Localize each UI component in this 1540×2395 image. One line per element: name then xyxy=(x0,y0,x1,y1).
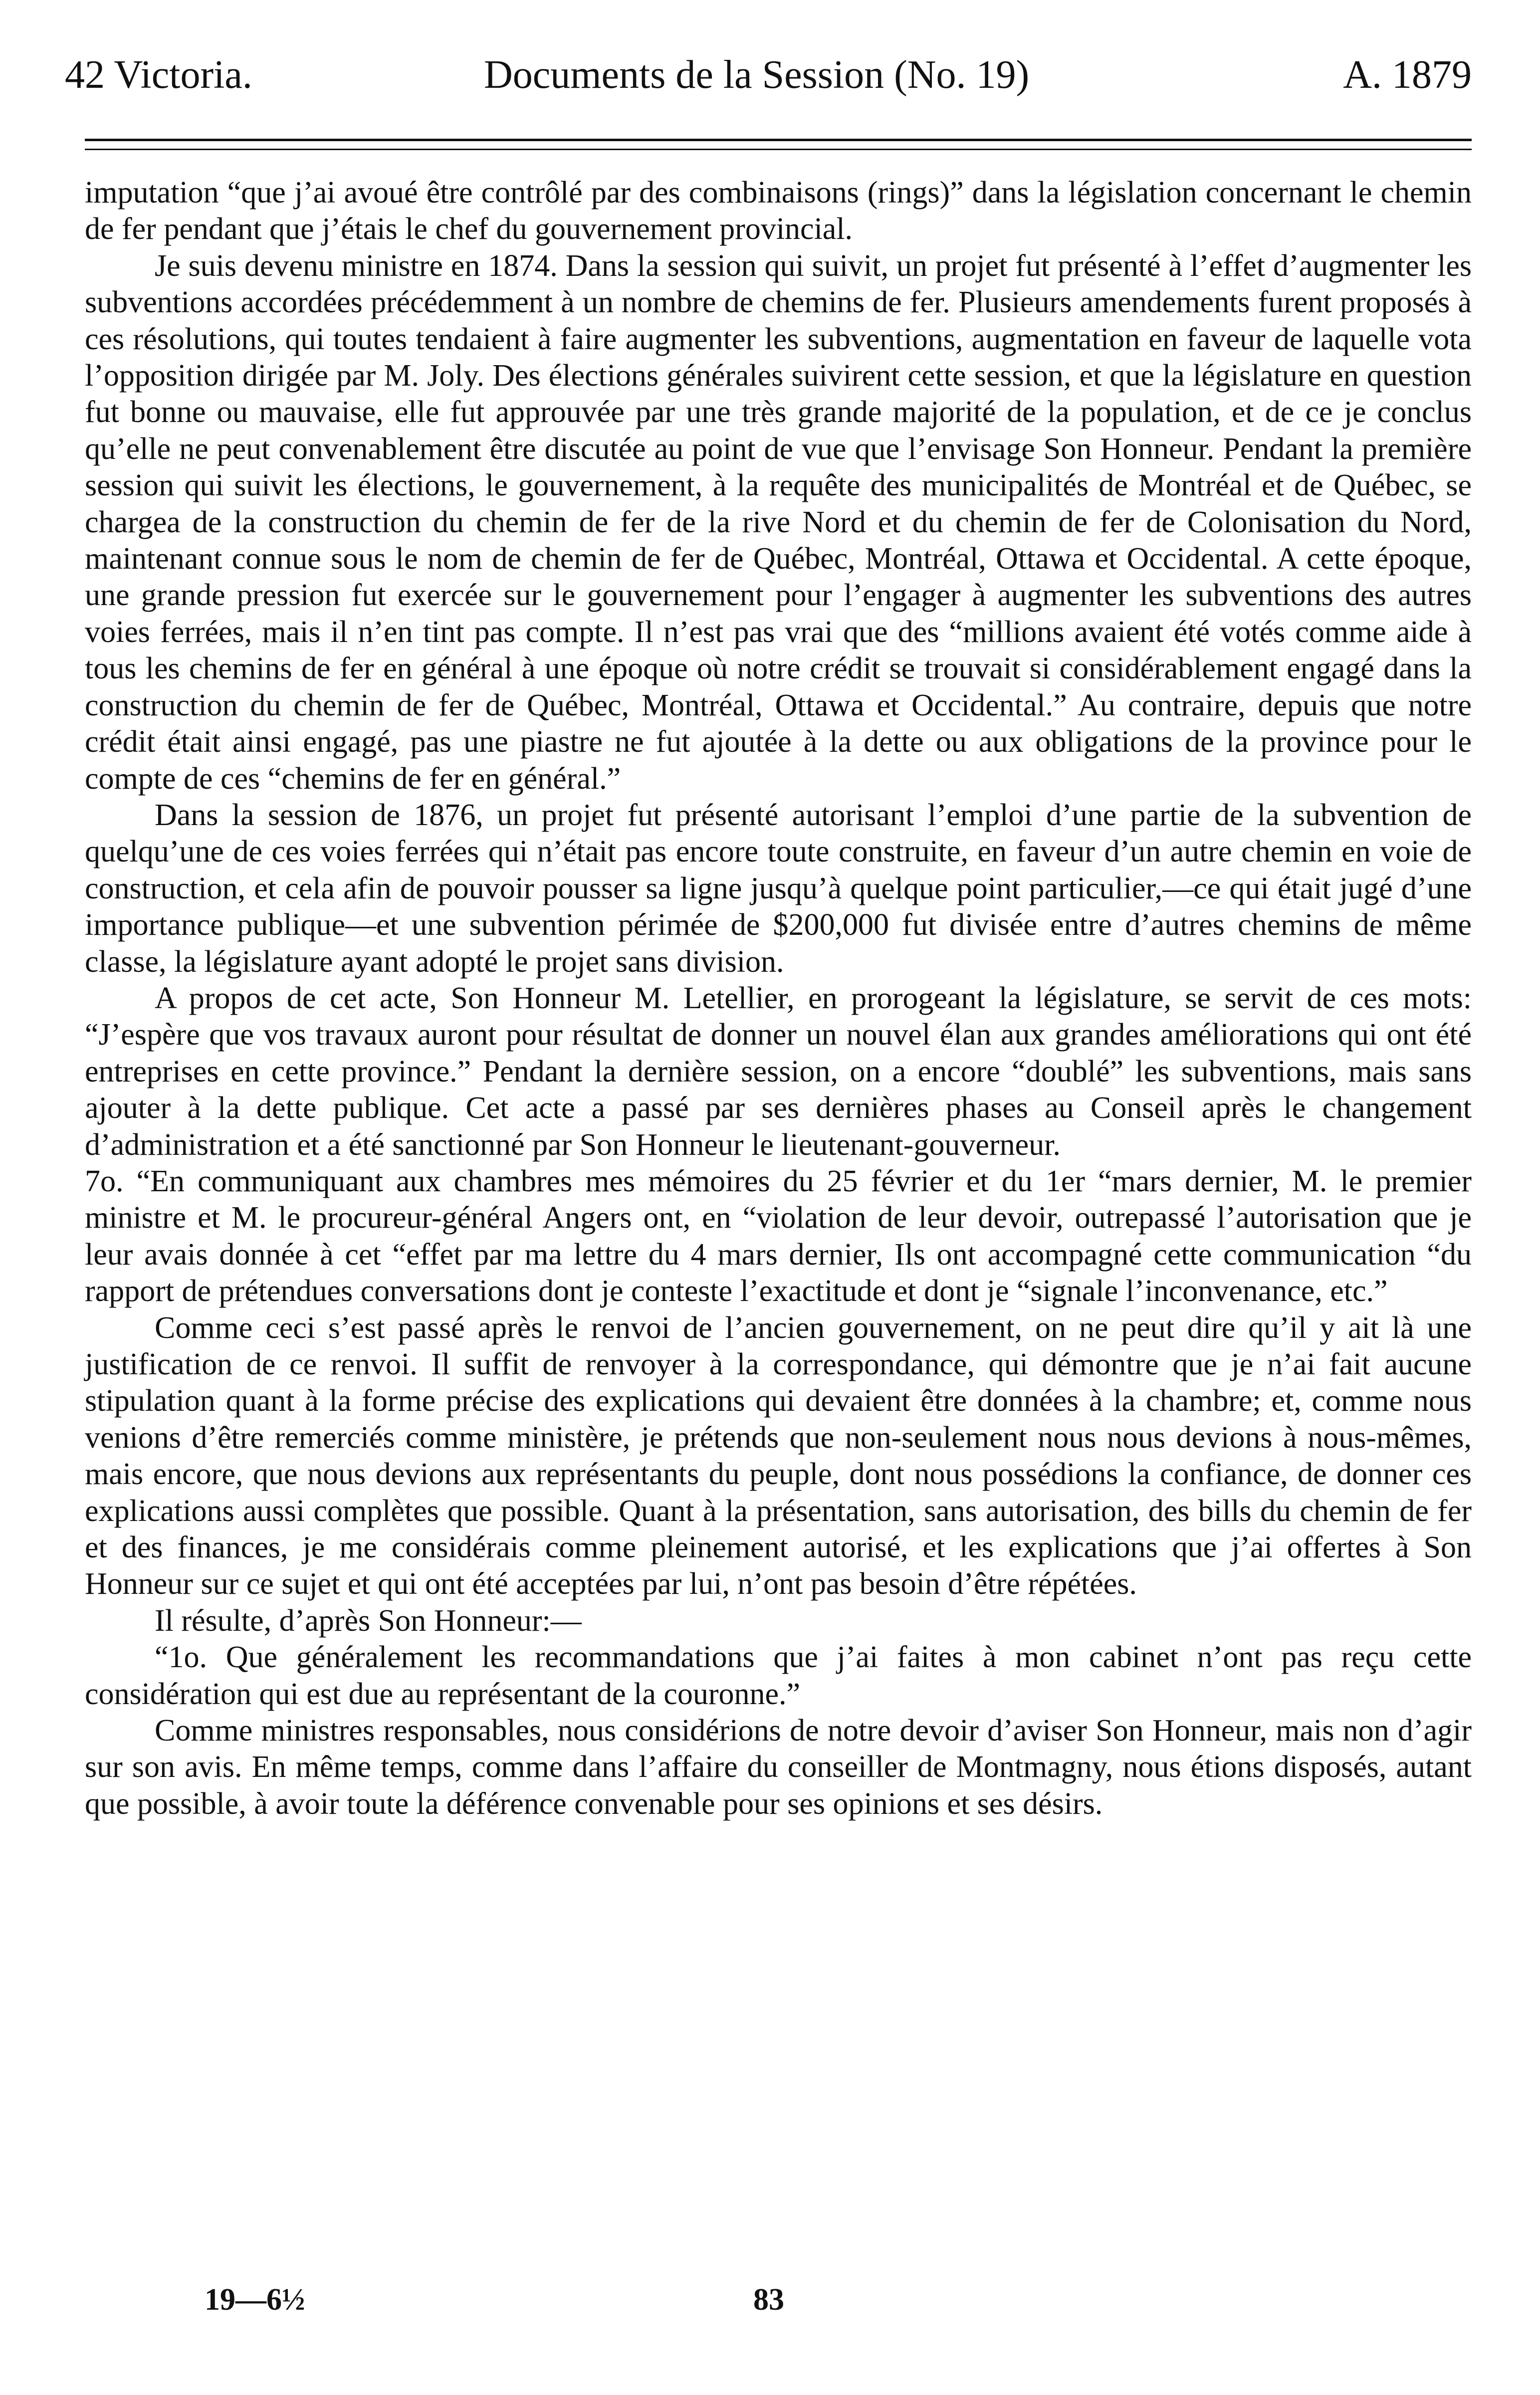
document-body xyxy=(85,175,1472,2260)
paragraph-resulte: Il résulte, d’après Son Honneur:— xyxy=(155,1603,582,1638)
header-volume: 42 Victoria. xyxy=(65,53,252,97)
paragraph-ministry: Je suis devenu ministre en 1874. Dans la session qui suivit, un projet fut présenté à l’effet d’augmenter les subventions accordées précédemment à un nombre de chemins de fer. Plusieurs amendements furent proposés à ces résolutions, qui toutes tendaient à faire augmenter les subventions, augmentation en faveur de laquelle vota l’opposition dirigée par M. Joly. Des élections générales suivirent cette session, et que la législature en question fut bonne ou mauvaise, elle fut approuvée par une très grande majorité de la population, et de ce je conclus qu’elle ne peut convenablement être discutée au point de vue que l’envisage Son Honneur. Pendant la première session qui suivit les élections, le gouvernement, à la requête des municipalités de Montréal et de Québec, se chargea de la construction du chemin de fer de la rive Nord et du chemin de fer de Colonisation du Nord, maintenant connue sous le nom de chemin de fer de Québec, Montréal, Ottawa et Occidental. A cette époque, une grande pression fut exercée sur le gouvernement pour l’engager à augmenter les subventions des autres voies ferrées, mais il n’en tint pas compte. Il n’est pas vrai que des “millions avaient été votés comme aide à tous les chemins de fer en général à une époque où notre crédit se trouvait si considérablement engagé dans la construction du chemin de fer de Québec, Montréal, Ottawa et Occidental.” Au contraire, depuis que notre crédit était ainsi engagé, pas une piastre ne fut ajoutée à la dette ou aux obligations de la province pour le compte de ces “chemins de fer en général.” xyxy=(85,248,1472,796)
paragraph-session-1876: Dans la session de 1876, un projet fut présenté autorisant l’emploi d’une partie de la subvention de quelqu’une de ces voies ferrées qui n’était pas encore toute construite, en faveur d’un autre chemin en voie de construction, et cela afin de pouvoir pousser sa ligne jusqu’à quelque point particulier,—ce qui était jugé d’une importance publique—et une subvention périmée de $200,000 fut divisée entre d’autres chemins de même classe, la législature ayant adopté le projet sans division. xyxy=(85,798,1472,979)
header-title: Documents de la Session (No. 19) xyxy=(484,53,1030,97)
header-year: A. 1879 xyxy=(1343,53,1472,97)
page-number: 83 xyxy=(753,2283,784,2317)
paragraph-renvoi: Comme ceci s’est passé après le renvoi de l’ancien gouvernement, on ne peut dire qu’il y ait là une justification de ce renvoi. Il suffit de renvoyer à la correspondance, qui démontre que je n’ai fait aucune stipulation quant à la forme précise des explications qui devaient être données à la chambre; et, comme nous venions d’être remerciés comme ministère, je prétends que non-seulement nous nous devions à nous-mêmes, mais encore, que nous devions aux représentants du peuple, dont nous possédions la confiance, de donner ces explications aussi complètes que possible. Quant à la présentation, sans autorisation, des bills du chemin de fer et des finances, je me considérais comme pleinement autorisé, et les explications que j’ai offertes à Son Honneur sur ce sujet et qui ont été acceptées par lui, n’ont pas besoin d’être répétées. xyxy=(85,1310,1472,1601)
page-footer xyxy=(85,2275,1472,2325)
page-header xyxy=(65,47,1472,102)
header-rule-thin xyxy=(85,149,1472,150)
signature-mark: 19—6½ xyxy=(205,2283,305,2317)
paragraph-point-7: 7o. “En communiquant aux chambres mes mémoires du 25 février et du 1er “mars dernier, M. le premier ministre et M. le procureur-général Angers ont, en “violation de leur devoir, outrepassé l’autorisation que je leur avais donnée à cet “effet par ma lettre du 4 mars dernier, Ils ont accompagné cette communication “du rapport de prétendues conversations dont je conteste l’exactitude et dont je “signale l’inconvenance, etc.” xyxy=(85,1164,1472,1308)
paragraph-continuation: imputation “que j’ai avoué être contrôlé par des combinaisons (rings)” dans la législation concernant le chemin de fer pendant que j’étais le chef du gouvernement provincial. xyxy=(85,176,1472,246)
paragraph-quote-1: “1o. Que généralement les recommandations que j’ai faites à mon cabinet n’ont pas reçu cette considération qui est due au représentant de la couronne.” xyxy=(85,1640,1472,1711)
paragraph-letellier: A propos de cet acte, Son Honneur M. Letellier, en prorogeant la législature, se servit de ces mots: “J’espère que vos travaux auront pour résultat de donner un nouvel élan aux grandes améliorations qui ont été entreprises en cette province.” Pendant la dernière session, on a encore “doublé” les subventions, mais sans ajouter à la dette publique. Cet acte a passé par ses dernières phases au Conseil après le changement d’administration et a été sanctionné par Son Honneur le lieutenant-gouverneur. xyxy=(85,981,1472,1162)
paragraph-ministres: Comme ministres responsables, nous considérions de notre devoir d’aviser Son Honneur, mais non d’agir sur son avis. En même temps, comme dans l’affaire du conseiller de Montmagny, nous étions disposés, autant que possible, à avoir toute la déférence convenable pour ses opinions et ses désirs. xyxy=(85,1714,1472,1821)
header-rule-thick xyxy=(85,139,1472,141)
